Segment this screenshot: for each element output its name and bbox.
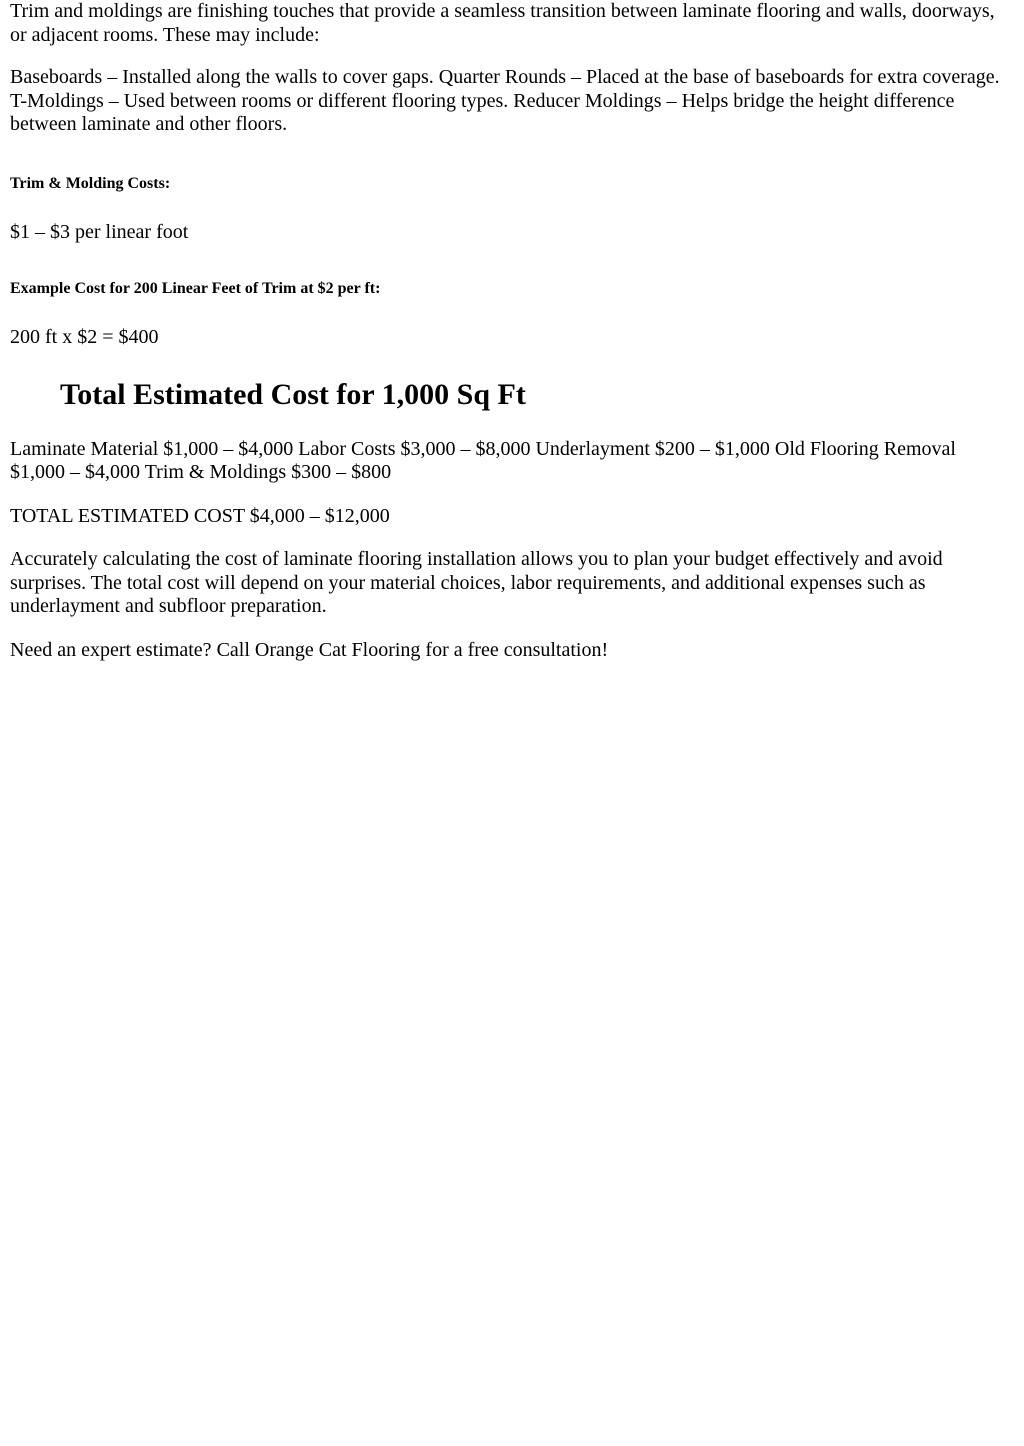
document-body (10, 0, 1014, 662)
trim-costs-heading: Trim & Molding Costs: (10, 174, 171, 192)
total-cost-heading: Total Estimated Cost for 1,000 Sq Ft (60, 377, 526, 411)
summary-paragraph: Accurately calculating the cost of laminate flooring installation allows you to plan your budget effectively and avoid surprises. The total cost will depend on your material choices, labor requirements, and additional expenses such as underlayment and subfloor preparation. (10, 548, 943, 617)
example-cost-heading: Example Cost for 200 Linear Feet of Trim at $2 per ft: (10, 280, 381, 297)
trim-costs-value: $1 – $3 per linear foot (10, 220, 189, 243)
call-to-action: Need an expert estimate? Call Orange Cat Flooring for a free consultation! (10, 638, 609, 661)
total-estimated-cost: TOTAL ESTIMATED COST $4,000 – $12,000 (10, 504, 390, 527)
molding-types-paragraph: Baseboards – Installed along the walls to cover gaps. Quarter Rounds – Placed at the base of baseboards for extra coverage. T-Moldings – Used between rooms or different flooring types. Reducer Moldings – Helps bridge the height difference between laminate and other floors. (10, 66, 1000, 135)
intro-paragraph: Trim and moldings are finishing touches that provide a seamless transition between laminate flooring and walls, doorways, or adjacent rooms. These may include: (10, 0, 995, 46)
cost-breakdown-text: Laminate Material $1,000 – $4,000 Labor Costs $3,000 – $8,000 Underlayment $200 – $1,000 Old Flooring Removal $1,000 – $4,000 Trim & Moldings $300 – $800 (10, 437, 956, 483)
example-cost-value: 200 ft x $2 = $400 (10, 326, 159, 348)
